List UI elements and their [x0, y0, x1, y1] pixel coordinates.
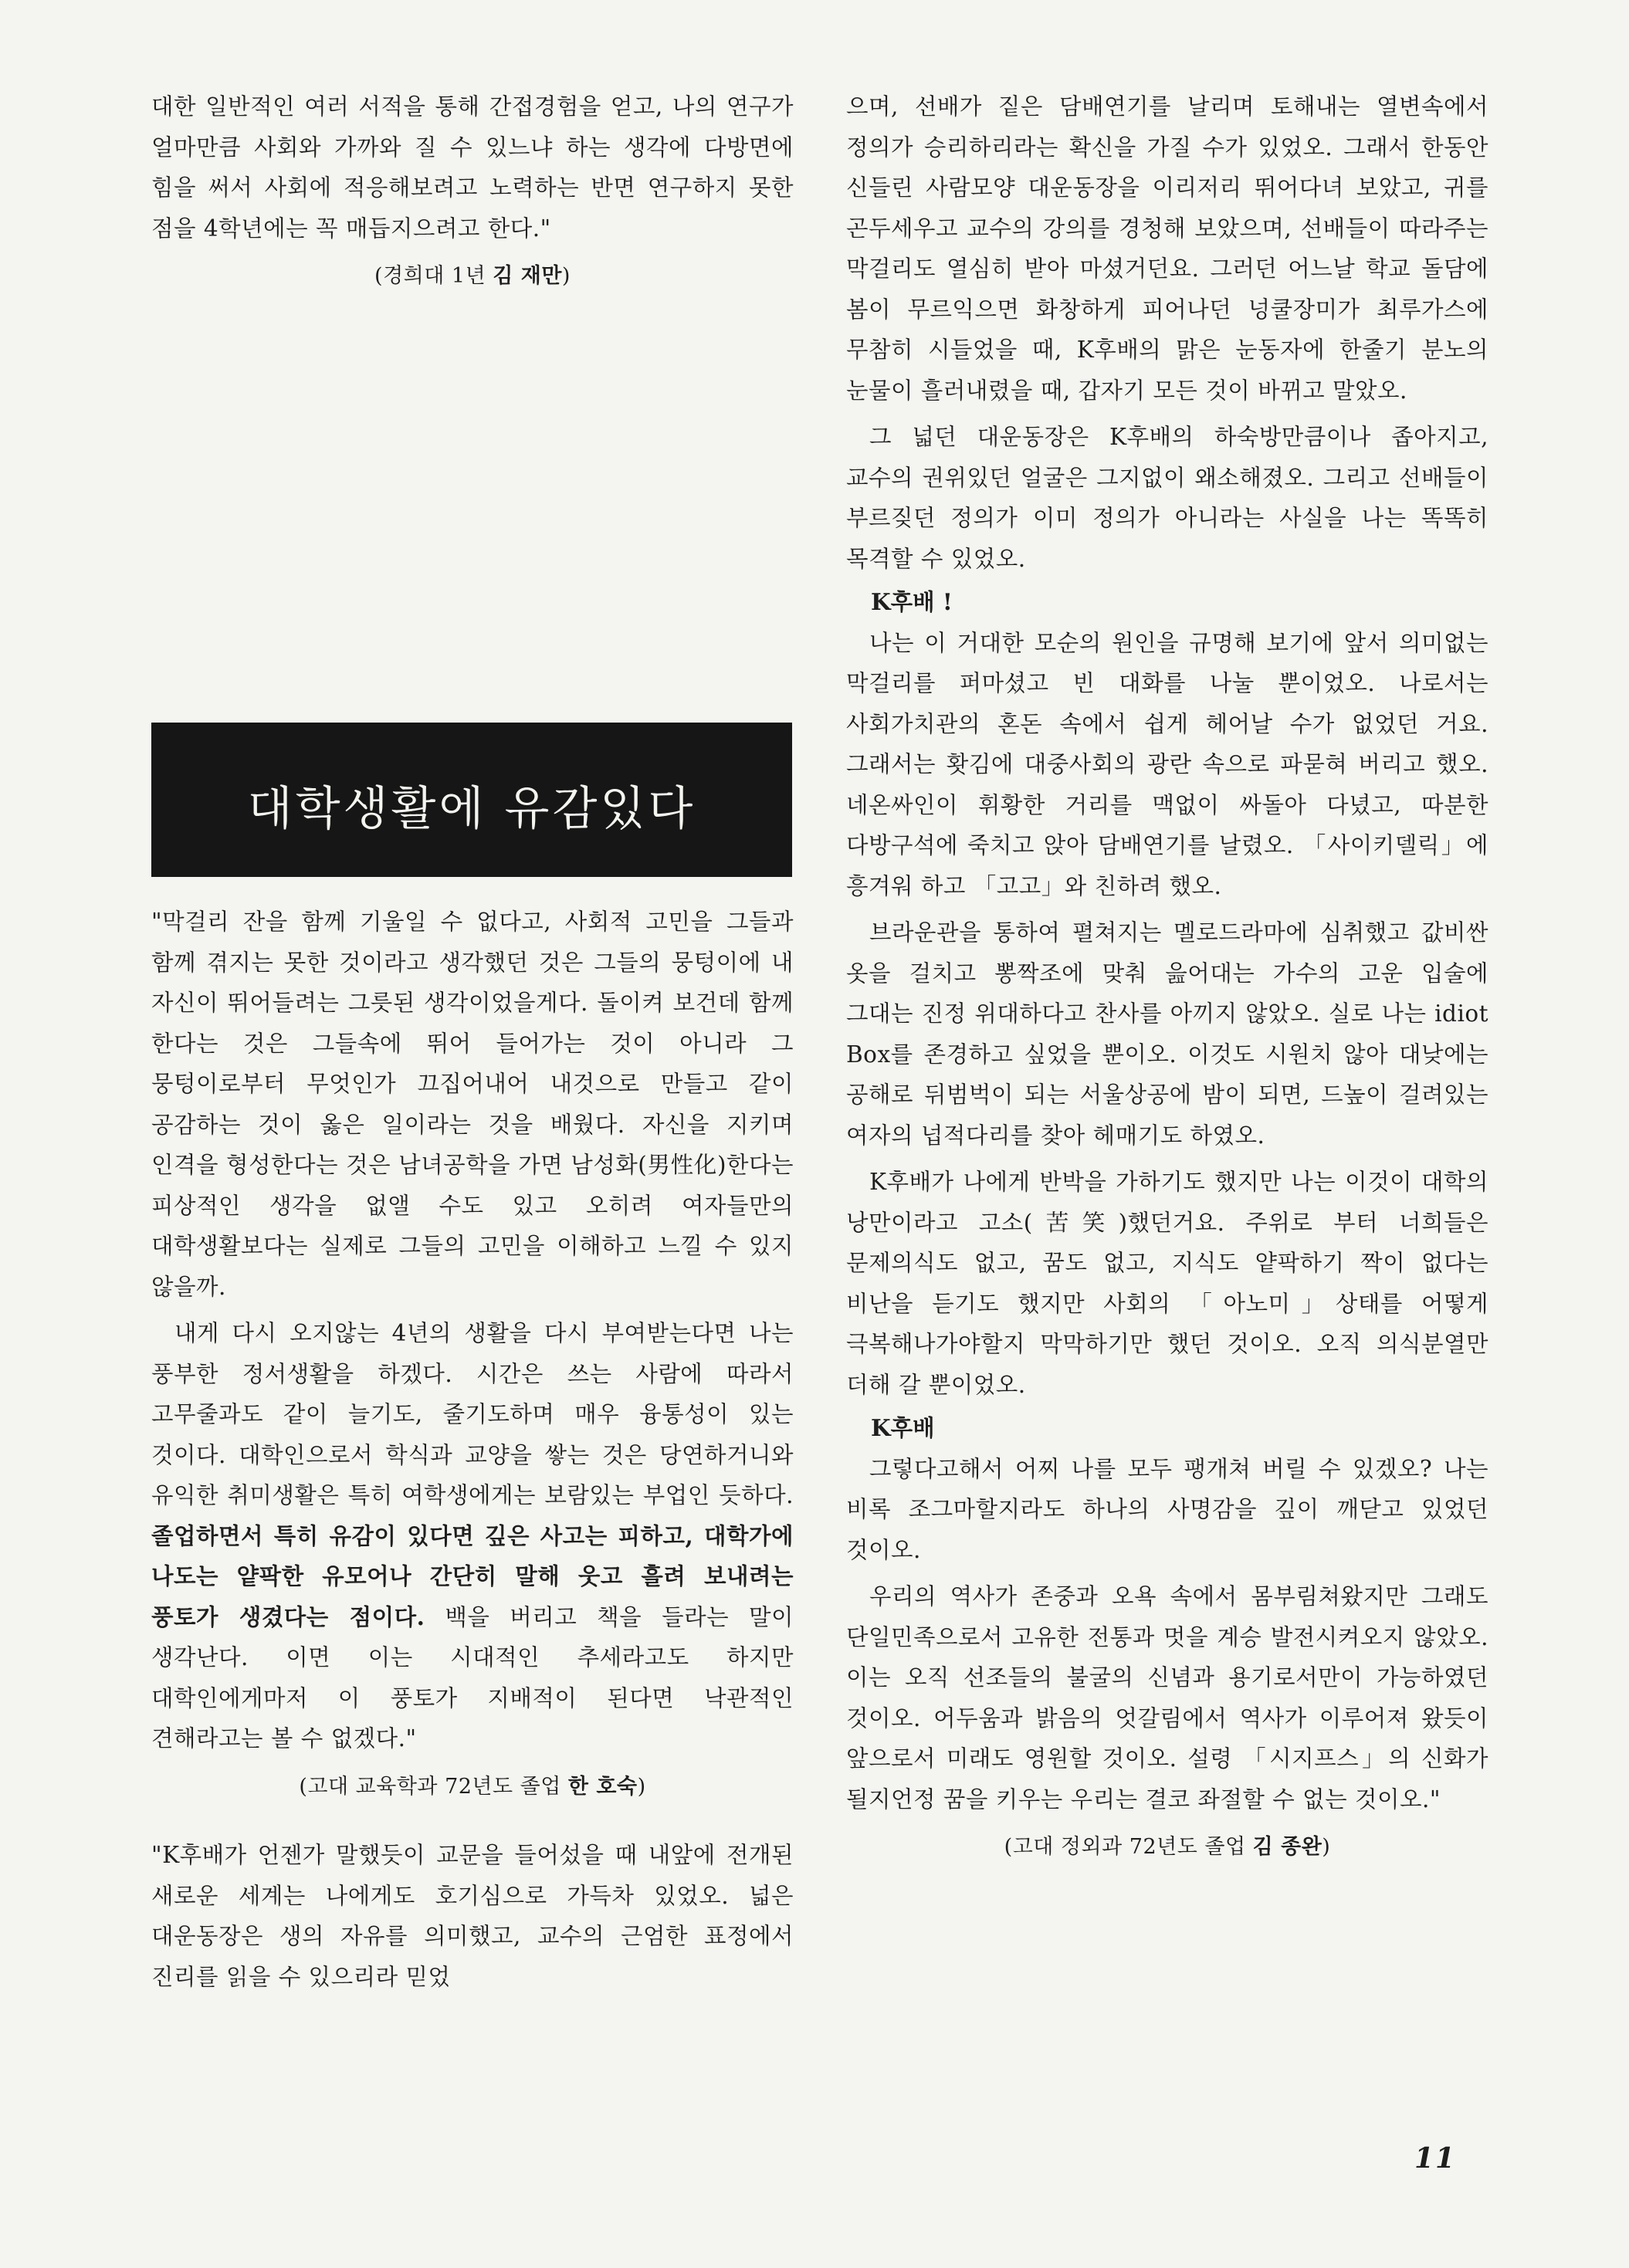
- right-paragraph-3: 나는 이 거대한 모순의 원인을 규명해 보기에 앞서 의미없는 막걸리를 퍼마셨고 빈 대화를 나눌 뿐이었오. 나로서는 사회가치관의 혼돈 속에서 쉽게 헤어날 수가 없었던 거요. 그래서는 홧김에 대중사회의 광란 속으로 파묻혀 버리고 했오. 네온싸인이 휘황한 거리를 맥없이 싸돌아 다녔고, 따분한 다방구석에 죽치고 앉아 담배연기를 날렸오. 「사이키델릭」에 흥겨워 하고 「고고」와 친하려 했오.: [846, 629, 1488, 899]
- byline-kim-jaeman: (경희대 1년 김 재만): [374, 264, 571, 288]
- byline-kim-jongwan: (고대 정외과 72년도 졸업 김 종완): [1004, 1835, 1331, 1859]
- right-column: [846, 86, 1488, 1868]
- k-junior-address-1: K후배 !: [871, 588, 953, 615]
- right-paragraph-7: 우리의 역사가 존중과 오욕 속에서 몸부림쳐왔지만 그래도 단일민족으로서 고유한 전통과 멋을 계승 발전시켜오지 않았오. 이는 오직 선조들의 불굴의 신념과 용기로서만이 가능하였던 것이오. 어두움과 밝음의 엇갈림에서 역사가 이루어져 왔듯이 앞으로서 미래도 영원할 것이오. 설령 「시지프스」의 신화가 될지언정 꿈을 키우는 우리는 결코 좌절할 수 없는 것이오.": [846, 1583, 1488, 1813]
- article-title-block: [151, 723, 792, 877]
- left-column-lower: [151, 902, 794, 1997]
- page-number: 11: [1414, 2142, 1457, 2175]
- right-paragraph-6: 그렇다고해서 어찌 나를 모두 팽개쳐 버릴 수 있겠오? 나는 비록 조그마할지라도 하나의 사명감을 깊이 깨닫고 있었던 것이오.: [846, 1455, 1488, 1563]
- k-junior-address-2: K후배: [871, 1414, 935, 1441]
- quote-han-hosuk-paragraph-2: 내게 다시 오지않는 4년의 생활을 다시 부여받는다면 나는 풍부한 정서생활을 하겠다. 시간은 쓰는 사람에 따라서 고무줄과도 같이 늘기도, 줄기도하며 매우 융통성이 있는 것이다. 대학인으로서 학식과 교양을 쌓는 것은 당연하거니와 유익한 취미생활은 특히 여학생에게는 보람있는 부업인 듯하다. 졸업하면서 특히 유감이 있다면 깊은 사고는 피하고, 대학가에 나도는 얕팍한 유모어나 간단히 말해 웃고 흘려 보내려는 풍토가 생겼다는 점이다. 백을 버리고 책을 들라는 말이 생각난다. 이면 이는 시대적인 추세라고도 하지만 대학인에게마저 이 풍토가 지배적이 된다면 낙관적인 견해라고는 볼 수 없겠다.": [151, 1320, 794, 1752]
- quote-han-hosuk-paragraph-1: "막걸리 잔을 함께 기울일 수 없다고, 사회적 고민을 그들과 함께 겪지는 못한 것이라고 생각했던 것은 그들의 뭉텅이에 내 자신이 뛰어들려는 그릇된 생각이었을게다. 돌이켜 보건데 함께 한다는 것은 그들속에 뛰어 들어가는 것이 아니라 그 뭉텅이로부터 무엇인가 끄집어내어 내것으로 만들고 같이 공감하는 것이 옳은 일이라는 것을 배웠다. 자신을 지키며 인격을 형성한다는 것은 남녀공학을 가면 남성화(男性化)한다는 피상적인 생각을 없앨 수도 있고 오히려 여자들만의 대학생활보다는 실제로 그들의 고민을 이해하고 느낄 수 있지 않을까.: [151, 909, 794, 1300]
- right-paragraph-1: 으며, 선배가 짙은 담배연기를 날리며 토해내는 열변속에서 정의가 승리하리라는 확신을 가질 수가 있었오. 그래서 한동안 신들린 사람모양 대운동장을 이리저리 뛰어다녀 보았고, 귀를 곤두세우고 교수의 강의를 경청해 보았으며, 선배들이 따라주는 막걸리도 열심히 받아 마셨거던요. 그러던 어느날 학교 돌담에 봄이 무르익으면 화창하게 피어나던 넝쿨장미가 최루가스에 무참히 시들었을 때, K후배의 맑은 눈동자에 한줄기 분노의 눈물이 흘러내렸을 때, 갑자기 모든 것이 바뀌고 말았오.: [846, 93, 1488, 404]
- intro-paragraph: 대한 일반적인 여러 서적을 통해 간접경험을 얻고, 나의 연구가 얼마만큼 사회와 가까와 질 수 있느냐 하는 생각에 다방면에 힘을 써서 사회에 적응해보려고 노력하는 반면 연구하지 못한 점을 4학년에는 꼭 매듭지으려고 한다.": [151, 93, 794, 242]
- right-paragraph-4: 브라운관을 통하여 펼쳐지는 멜로드라마에 심취했고 값비싼 옷을 걸치고 뽕짝조에 맞춰 읊어대는 가수의 고운 입술에 그대는 진정 위대하다고 찬사를 아끼지 않았오. 실로 나는 idiot Box를 존경하고 싶었을 뿐이오. 이것도 시원치 않아 대낮에는 공해로 뒤범벅이 되는 서울상공에 밤이 되면, 드높이 걸려있는 여자의 넙적다리를 찾아 헤매기도 하였오.: [846, 919, 1488, 1149]
- right-paragraph-5: K후배가 나에게 반박을 가하기도 했지만 나는 이것이 대학의 낭만이라고 고소(苦笑)했던거요. 주위로 부터 너희들은 문제의식도 없고, 꿈도 없고, 지식도 얕팍하기 짝이 없다는 비난을 듣기도 했지만 사회의 「아노미」상태를 어떻게 극복해나가야할지 막막하기만 했던 것이오. 오직 의식분열만 더해 갈 뿐이었오.: [846, 1169, 1488, 1398]
- right-paragraph-2: 그 넓던 대운동장은 K후배의 하숙방만큼이나 좁아지고, 교수의 권위있던 얼굴은 그지없이 왜소해졌오. 그리고 선배들이 부르짖던 정의가 이미 정의가 아니라는 사실을 나는 똑똑히 목격할 수 있었오.: [846, 424, 1488, 572]
- emphasized-sentence: 졸업하면서 특히 유감이 있다면 깊은 사고는 피하고, 대학가에 나도는 얕팍한 유모어나 간단히 말해 웃고 흘려 보내려는 풍토가 생겼다는 점이다.: [151, 1522, 794, 1630]
- article-title: 대학생활에 유감있다: [247, 782, 696, 836]
- quote-kim-jongwan-start: "K후배가 언젠가 말했듯이 교문을 들어섰을 때 내앞에 전개된 새로운 세계는 나에게도 호기심으로 가득차 있었오. 넓은 대운동장은 생의 자유를 의미했고, 교수의 근엄한 표정에서 진리를 읽을 수 있으리라 믿었: [151, 1842, 794, 1990]
- left-column: [151, 86, 794, 297]
- byline-han-hosuk: (고대 교육학과 72년도 졸업 한 호숙): [299, 1774, 646, 1799]
